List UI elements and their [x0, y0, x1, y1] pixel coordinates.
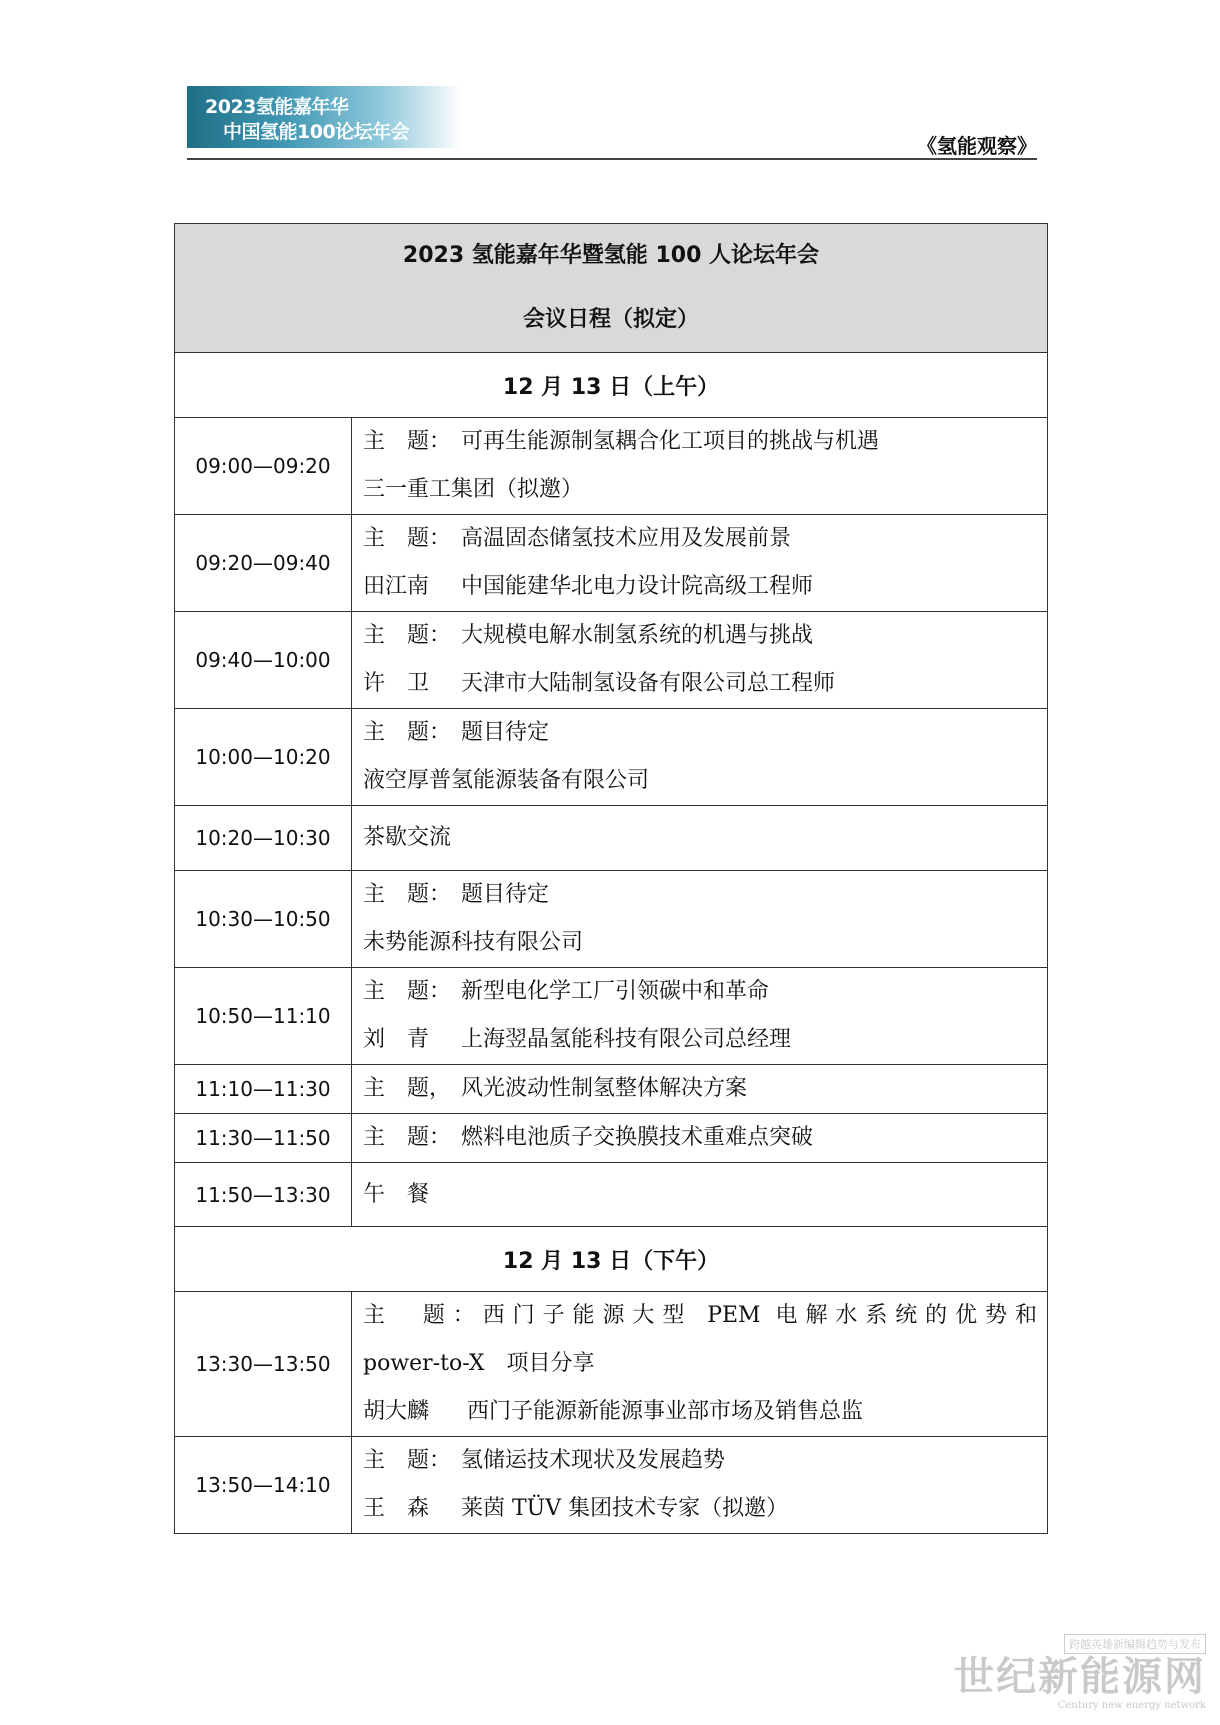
time-cell: 09:20—09:40	[175, 515, 352, 612]
session-cell	[352, 968, 1048, 1065]
speaker-title: 莱茵 TÜV 集团技术专家（拟邀）	[461, 1496, 789, 1521]
speaker-name: 许 卫	[363, 671, 430, 696]
session-cell	[352, 709, 1048, 806]
table-row	[175, 418, 1048, 515]
watermark-english: Century new energy network	[1057, 1700, 1206, 1711]
event-logo	[187, 86, 462, 148]
topic-label: 主 题，	[363, 1076, 452, 1101]
session-cell	[352, 871, 1048, 968]
day-header-row	[175, 1227, 1048, 1292]
session-speaker: 液空厚普氢能源装备有限公司	[363, 768, 650, 793]
journal-name: 《氢能观察》	[917, 134, 1037, 158]
table-row	[175, 1065, 1048, 1114]
day-header-row	[175, 353, 1048, 418]
session-topic: 新型电化学工厂引领碳中和革命	[461, 979, 770, 1004]
session-topic: 燃料电池质子交换膜技术重难点突破	[461, 1125, 814, 1150]
logo-line1: 2023氢能嘉年华	[205, 96, 349, 118]
time-cell: 11:30—11:50	[175, 1114, 352, 1163]
table-row	[175, 612, 1048, 709]
session-topic: 大规模电解水制氢系统的机遇与挑战	[461, 623, 814, 648]
time-cell: 13:30—13:50	[175, 1292, 352, 1437]
speaker-name: 刘 青	[363, 1027, 430, 1052]
table-row	[175, 1163, 1048, 1227]
session-cell	[352, 1292, 1048, 1437]
site-watermark	[954, 1633, 1206, 1711]
session-topic: 题目待定	[461, 720, 550, 745]
break-text: 茶歇交流	[363, 825, 452, 850]
speaker-title: 中国能建华北电力设计院高级工程师	[461, 574, 814, 599]
session-topic: 可再生能源制氢耦合化工项目的挑战与机遇	[461, 429, 880, 454]
speaker-title: 上海翌晶氢能科技有限公司总经理	[461, 1027, 792, 1052]
header-divider	[187, 158, 1037, 160]
table-row	[175, 709, 1048, 806]
table-row	[175, 515, 1048, 612]
session-topic: 氢储运技术现状及发展趋势	[461, 1448, 726, 1473]
session-cell	[352, 1114, 1048, 1163]
table-row	[175, 1114, 1048, 1163]
time-cell: 11:10—11:30	[175, 1065, 352, 1114]
speaker-title: 西门子能源新能源事业部市场及销售总监	[467, 1399, 864, 1424]
watermark-tag: 跨越英雄新编辑趋势与发布	[1064, 1634, 1206, 1654]
topic-label: 主 题：	[363, 429, 452, 454]
time-cell: 10:20—10:30	[175, 806, 352, 871]
agenda-subtitle: 会议日程（拟定）	[522, 307, 699, 332]
session-speaker: 三一重工集团（拟邀）	[363, 477, 584, 502]
session-cell	[352, 1163, 1048, 1227]
topic-label: 主 题：	[363, 979, 452, 1004]
time-cell: 10:00—10:20	[175, 709, 352, 806]
session-topic: 风光波动性制氢整体解决方案	[461, 1076, 748, 1101]
session-cell	[352, 418, 1048, 515]
table-row	[175, 1292, 1048, 1437]
table-row	[175, 1437, 1048, 1534]
table-title-cell	[175, 224, 1048, 353]
session-topic-line1: 主 题：西门子能源大型 PEM 电解水系统的优势和	[363, 1303, 1037, 1328]
table-row	[175, 968, 1048, 1065]
time-cell: 09:40—10:00	[175, 612, 352, 709]
lunch-text: 午 餐	[363, 1181, 430, 1207]
time-cell: 10:50—11:10	[175, 968, 352, 1065]
session-topic: 高温固态储氢技术应用及发展前景	[461, 526, 792, 551]
session-cell	[352, 1065, 1048, 1114]
session-topic-line2: power-to-X 项目分享	[363, 1351, 595, 1376]
topic-label: 主 题：	[363, 1125, 452, 1150]
session-cell	[352, 612, 1048, 709]
table-row	[175, 871, 1048, 968]
topic-label: 主 题：	[363, 623, 452, 648]
agenda-table	[174, 223, 1048, 1534]
speaker-name: 田江南	[363, 574, 430, 599]
time-cell: 09:00—09:20	[175, 418, 352, 515]
speaker-name: 胡大麟	[363, 1399, 430, 1424]
speaker-name: 王 森	[363, 1496, 430, 1521]
session-cell	[352, 806, 1048, 871]
session-speaker: 未势能源科技有限公司	[363, 930, 584, 955]
topic-label: 主 题：	[363, 882, 452, 907]
topic-label: 主 题：	[363, 526, 452, 551]
table-row	[175, 806, 1048, 871]
topic-label: 主 题：	[363, 720, 452, 745]
session-cell	[352, 1437, 1048, 1534]
agenda-title: 2023 氢能嘉年华暨氢能 100 人论坛年会	[402, 243, 820, 268]
table-title-row	[175, 224, 1048, 353]
afternoon-header: 12 月 13 日（下午）	[175, 1227, 1048, 1292]
time-cell: 10:30—10:50	[175, 871, 352, 968]
session-topic: 题目待定	[461, 882, 550, 907]
morning-header: 12 月 13 日（上午）	[175, 353, 1048, 418]
speaker-title: 天津市大陆制氢设备有限公司总工程师	[461, 671, 836, 696]
time-cell: 13:50—14:10	[175, 1437, 352, 1534]
watermark-name: 世纪新能源网	[954, 1653, 1206, 1700]
time-cell: 11:50—13:30	[175, 1163, 352, 1227]
logo-line2: 中国氢能100论坛年会	[223, 121, 410, 143]
topic-label: 主 题：	[363, 1448, 452, 1473]
session-cell	[352, 515, 1048, 612]
